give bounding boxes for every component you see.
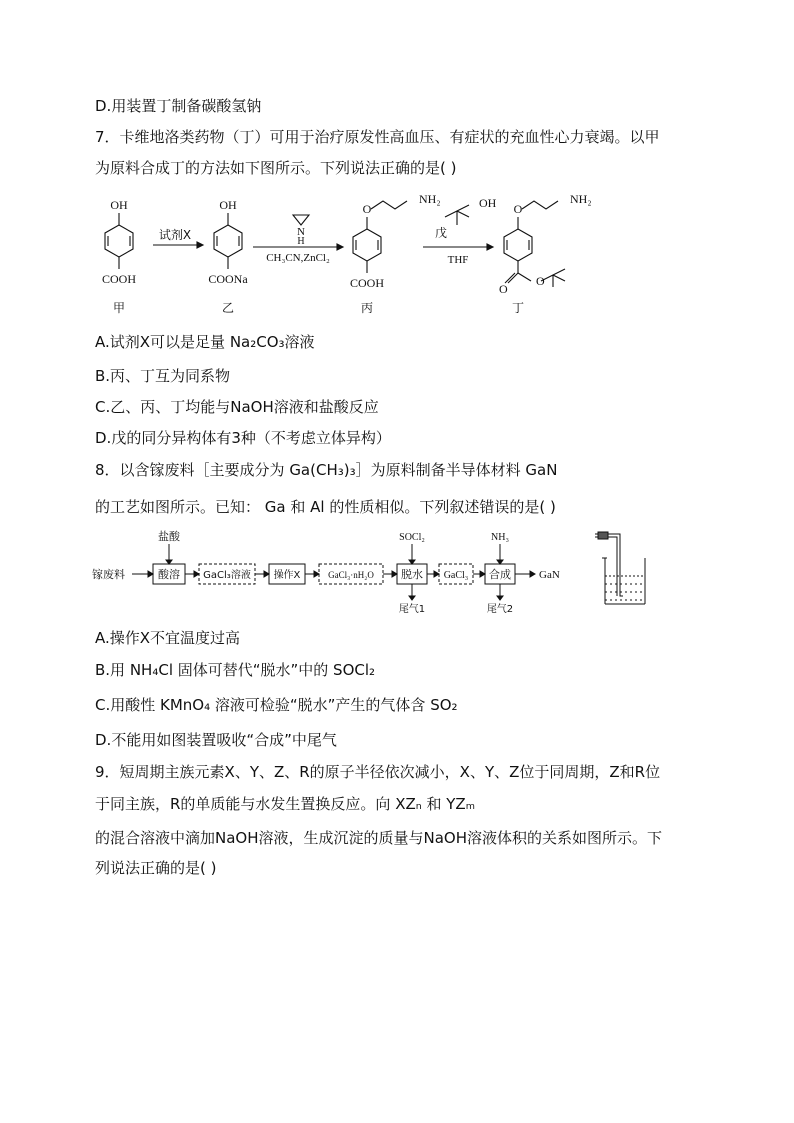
ethyl-chain-ding — [522, 201, 558, 209]
q7-option-c: C.乙、丙、丁均能与NaOH溶液和盐酸反应 — [95, 398, 379, 416]
benzene-ring-jia — [105, 225, 133, 257]
q8-stem-line1: 8．以含镓废料［主要成分为 Ga(CH₃)₃］为原料制备半导体材料 GaN — [95, 461, 558, 479]
tail-gas-1: 尾气1 — [398, 604, 426, 615]
q9-stem-line3: 的混合溶液中滴加NaOH溶液，生成沉淀的质量与NaOH溶液体积的关系如图所示。下 — [95, 829, 663, 847]
jia-oh: OH — [110, 198, 128, 212]
ding-ester-o: O — [536, 274, 545, 288]
bing-cooh: COOH — [349, 276, 385, 290]
label-ding: 丁 — [511, 301, 525, 315]
wu-oh: OH — [479, 196, 497, 210]
ethyl-chain-bing — [371, 201, 407, 209]
q8-process-flow — [90, 528, 690, 620]
step-dehydrate: 脱水 — [401, 568, 423, 581]
label-jia: 甲 — [112, 301, 126, 315]
benzene-ring-ding — [504, 229, 532, 261]
yi-coona: COONa — [208, 272, 248, 286]
q7-stem-line1: 7．卡维地洛类药物（丁）可用于治疗原发性高血压、有症状的充血性心力衰竭。以甲 — [95, 128, 660, 146]
thf-label: THF — [447, 254, 469, 266]
label-yi: 乙 — [221, 301, 235, 315]
q6-option-d: D.用装置丁制备碳酸氢钠 — [95, 97, 262, 115]
aziridine-ring — [293, 215, 309, 225]
q7-stem-line2: 为原料合成丁的方法如下图所示。下列说法正确的是( ) — [95, 159, 457, 177]
q9-stem-line2: 于同主族，R的单质能与水发生置换反应。向 XZₙ 和 YZₘ — [95, 795, 476, 813]
hcl-label: 盐酸 — [158, 530, 180, 543]
absorption-beaker — [595, 532, 645, 604]
feed-label: 镓废料 — [92, 568, 125, 581]
aziridine-n: N — [297, 226, 305, 238]
q9-stem-line1: 9．短周期主族元素X、Y、Z、R的原子半径依次减小，X、Y、Z位于同周期，Z和R位 — [95, 763, 661, 781]
socl2-label: SOCl₂ — [399, 532, 425, 543]
q8-option-b: B.用 NH₄Cl 固体可替代“脱水”中的 SOCl₂ — [95, 661, 376, 679]
inter-gacl3-hydrate: GaCl₃·nH₂O — [328, 570, 374, 580]
step-synthesis: 合成 — [489, 568, 511, 581]
nh3-label: NH₃ — [491, 532, 509, 543]
bing-nh2: NH₂ — [419, 195, 441, 206]
q8-option-d: D.不能用如图装置吸收“合成”中尾气 — [95, 731, 337, 749]
q8-option-a: A.操作X不宜温度过高 — [95, 629, 241, 647]
q7-option-a: A.试剂X可以是足量 Na₂CO₃溶液 — [95, 333, 315, 351]
ding-nh2: NH₂ — [570, 195, 592, 206]
jia-cooh: COOH — [101, 272, 137, 286]
q8-stem-line2: 的工艺如图所示。已知： Ga 和 Al 的性质相似。下列叙述错误的是( ) — [95, 498, 556, 516]
aziridine-h: H — [297, 236, 305, 247]
q7-reaction-scheme — [95, 195, 705, 320]
benzene-ring-yi — [214, 225, 242, 257]
ding-carbonyl-o: O — [499, 282, 508, 296]
tail-gas-2: 尾气2 — [486, 604, 514, 615]
q7-option-d: D.戊的同分异构体有3种（不考虑立体异构） — [95, 429, 391, 447]
step-acid-dissolve: 酸溶 — [158, 568, 180, 581]
benzene-ring-bing — [353, 229, 381, 261]
step-operation-x: 操作X — [273, 570, 301, 581]
yi-oh: OH — [219, 198, 237, 212]
q9-stem-line4: 列说法正确的是( ) — [95, 859, 217, 877]
conditions-2: CH₃CN,ZnCl₂ — [266, 252, 330, 264]
reagent-x-label: 试剂X — [158, 228, 192, 242]
q8-option-c: C.用酸性 KMnO₄ 溶液可检验“脱水”产生的气体含 SO₂ — [95, 696, 458, 714]
inter-gacl3: GaCl₃ — [443, 570, 469, 581]
ding-o: O — [513, 202, 523, 216]
bing-o: O — [362, 202, 372, 216]
q7-option-b: B.丙、丁互为同系物 — [95, 367, 231, 385]
reagent-wu: 戊 — [435, 226, 448, 240]
inter-gacl3-solution: GaCl₃溶液 — [203, 570, 251, 581]
label-bing: 丙 — [360, 301, 374, 315]
product-gan: GaN — [539, 569, 560, 581]
